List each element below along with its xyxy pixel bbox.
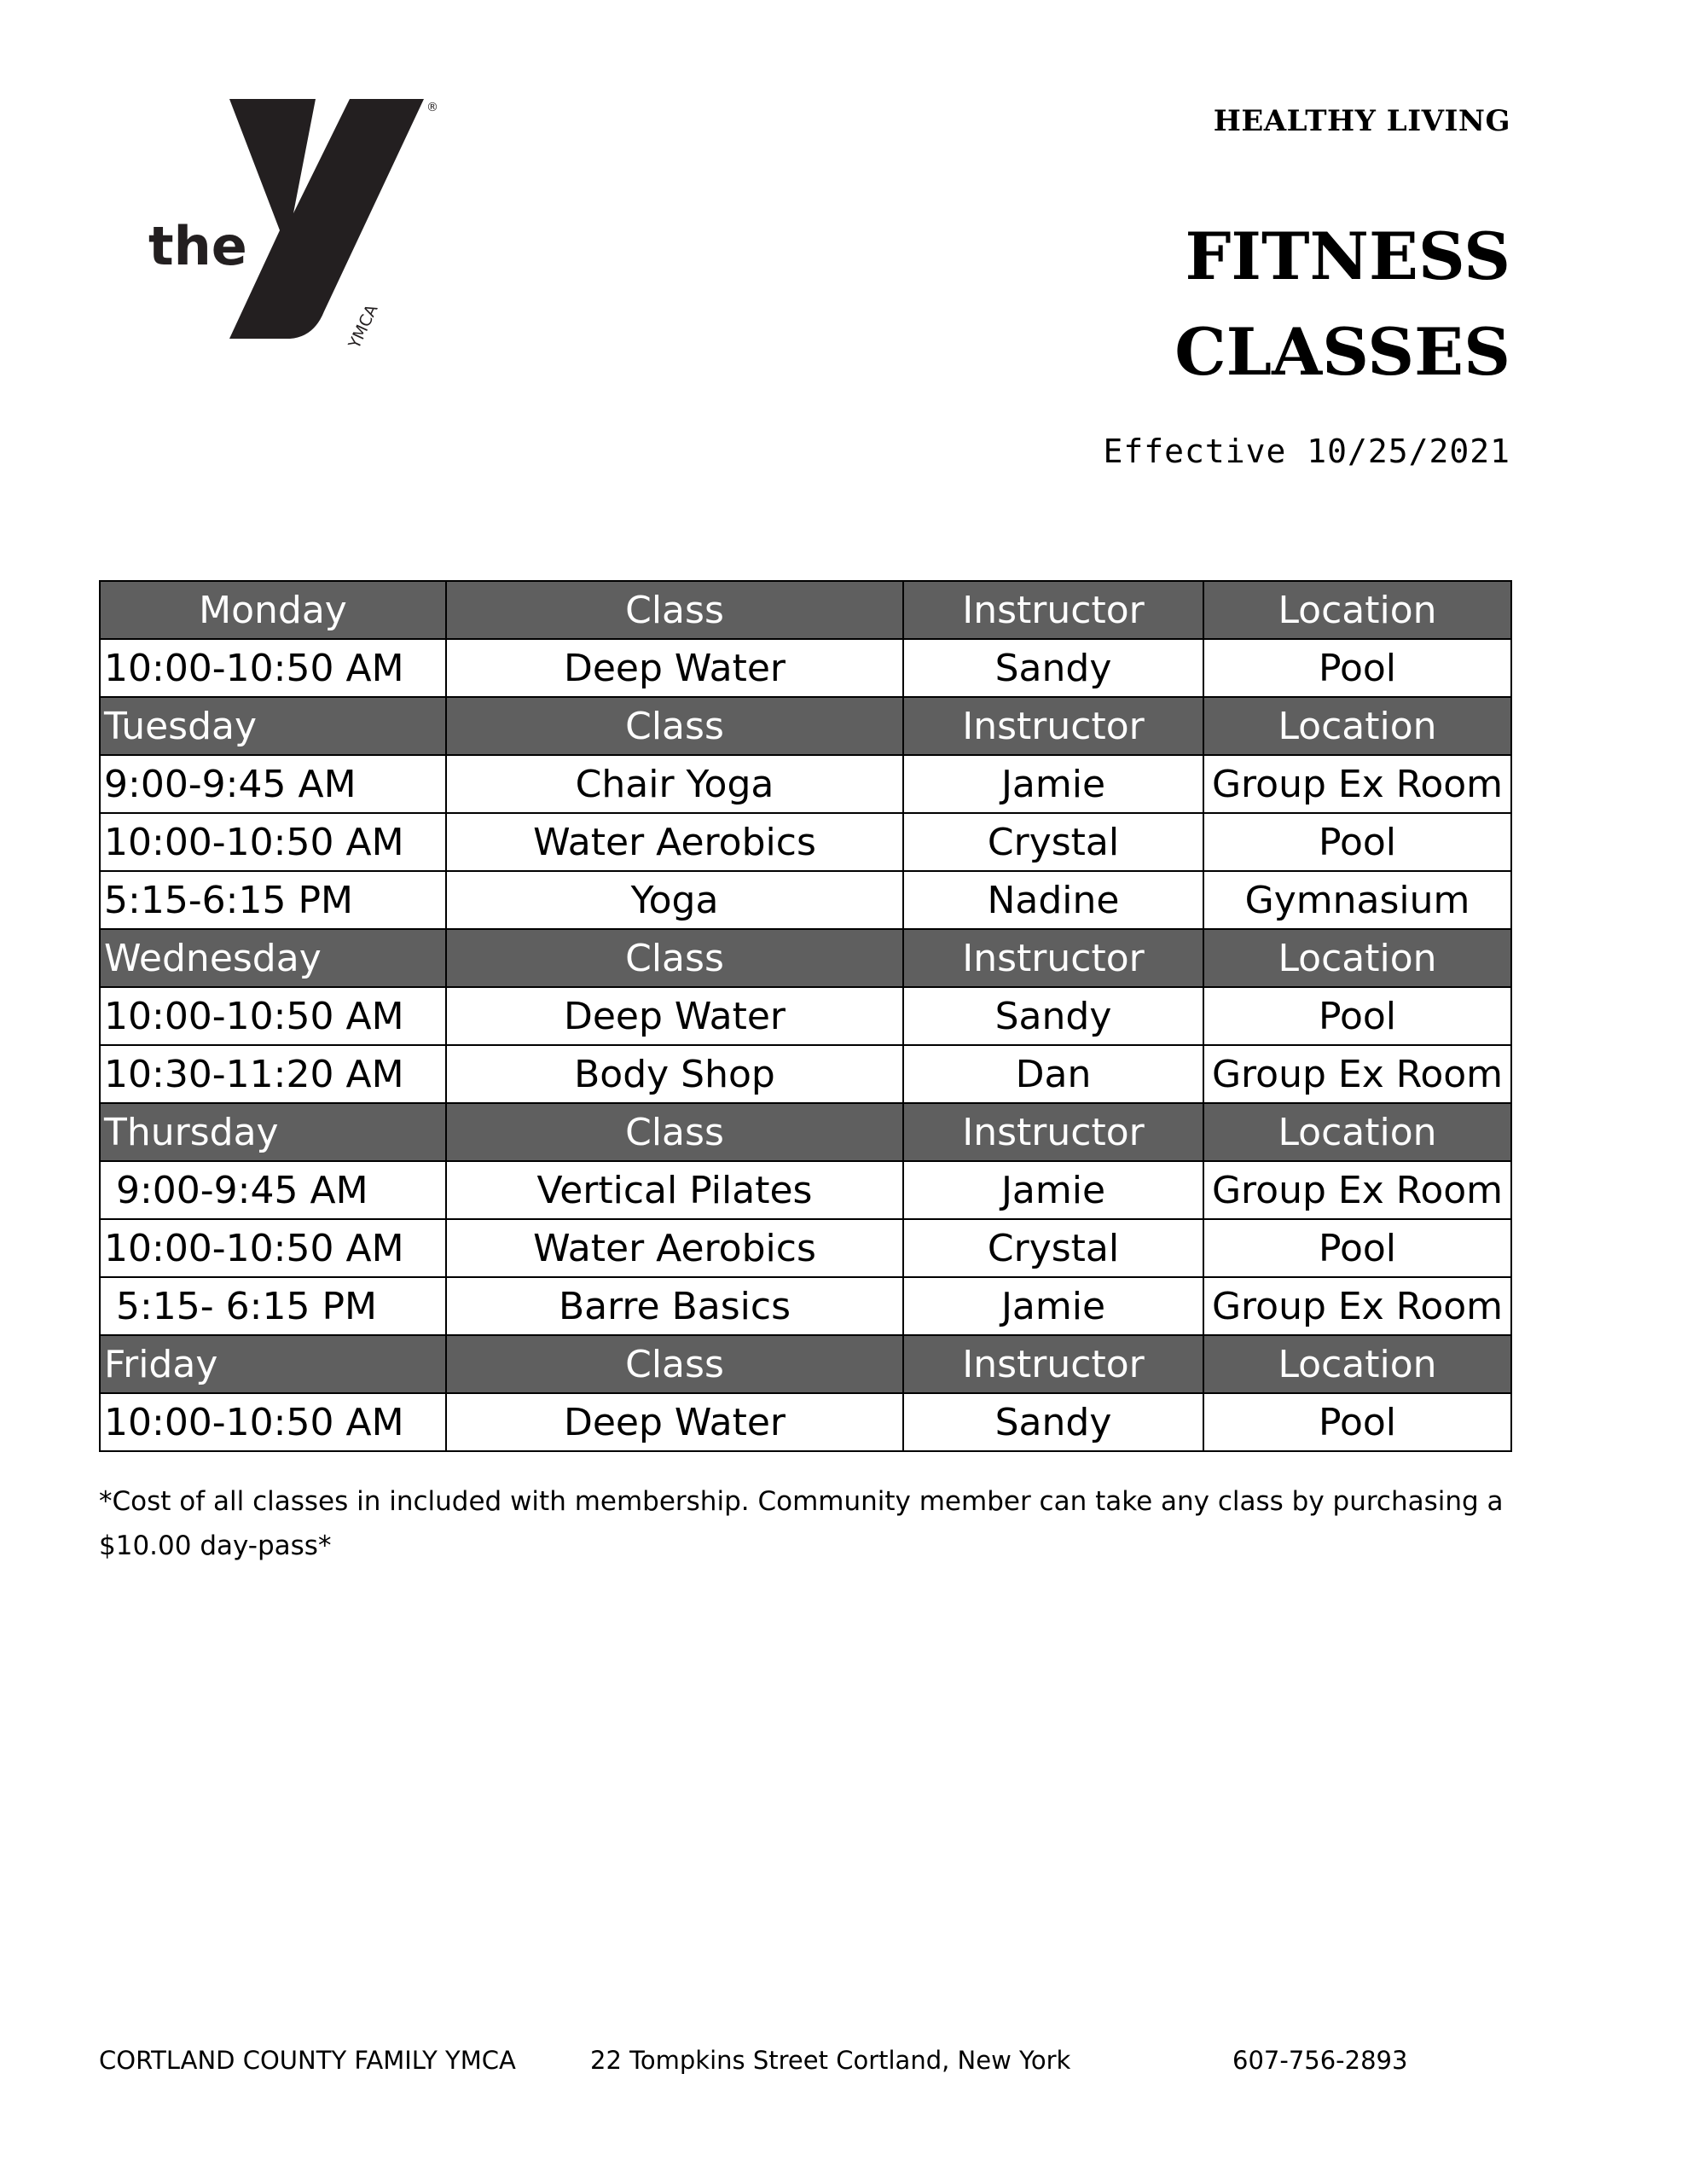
section-label: HEALTHY LIVING: [1213, 104, 1510, 138]
class-name: Deep Water: [446, 987, 903, 1045]
class-time: 10:00-10:50 AM: [100, 639, 446, 697]
class-location: Group Ex Room: [1203, 1045, 1511, 1103]
membership-note: *Cost of all classes in included with membership. Community member can take any class by purchasing a $10.00 day-pass*: [99, 1486, 1504, 1561]
table-row: [100, 1045, 1511, 1103]
class-column-header: Class: [446, 929, 903, 987]
location-column-header: Location: [1203, 929, 1511, 987]
instructor-name: Jamie: [903, 755, 1203, 813]
day-name: Wednesday: [100, 929, 446, 987]
ymca-y-logo-icon: [145, 94, 452, 358]
day-header-monday: [100, 581, 1511, 639]
class-name: Body Shop: [446, 1045, 903, 1103]
class-column-header: Class: [446, 1335, 903, 1393]
instructor-name: Nadine: [903, 871, 1203, 929]
instructor-name: Dan: [903, 1045, 1203, 1103]
table-row: [100, 755, 1511, 813]
location-column-header: Location: [1203, 581, 1511, 639]
class-time: 5:15- 6:15 PM: [100, 1277, 446, 1335]
class-column-header: Class: [446, 581, 903, 639]
table-row: [100, 1393, 1511, 1451]
day-header-wednesday: [100, 929, 1511, 987]
instructor-name: Crystal: [903, 1219, 1203, 1277]
instructor-name: Sandy: [903, 1393, 1203, 1451]
class-name: Barre Basics: [446, 1277, 903, 1335]
class-time: 9:00-9:45 AM: [100, 755, 446, 813]
instructor-name: Sandy: [903, 639, 1203, 697]
title-line-1: FITNESS: [1185, 218, 1510, 294]
class-name: Water Aerobics: [446, 813, 903, 871]
logo-ymca-text: YMCA: [345, 301, 382, 352]
table-row: [100, 1161, 1511, 1219]
schedule-table: [99, 580, 1512, 1452]
class-column-header: Class: [446, 1103, 903, 1161]
class-location: Pool: [1203, 1393, 1511, 1451]
page-title: [1174, 209, 1510, 400]
instructor-name: Crystal: [903, 813, 1203, 871]
class-location: Pool: [1203, 1219, 1511, 1277]
registered-mark: ®: [426, 101, 438, 114]
location-column-header: Location: [1203, 1103, 1511, 1161]
ymca-logo: [145, 94, 452, 358]
table-row: [100, 987, 1511, 1045]
class-time: 5:15-6:15 PM: [100, 871, 446, 929]
instructor-column-header: Instructor: [903, 581, 1203, 639]
class-name: Deep Water: [446, 1393, 903, 1451]
location-column-header: Location: [1203, 697, 1511, 755]
day-header-thursday: [100, 1103, 1511, 1161]
day-header-friday: [100, 1335, 1511, 1393]
class-location: Group Ex Room: [1203, 755, 1511, 813]
class-location: Group Ex Room: [1203, 1161, 1511, 1219]
logo-the-text: the: [148, 215, 247, 277]
day-name: Tuesday: [100, 697, 446, 755]
class-time: 9:00-9:45 AM: [100, 1161, 446, 1219]
class-time: 10:00-10:50 AM: [100, 987, 446, 1045]
class-name: Yoga: [446, 871, 903, 929]
footer-org: CORTLAND COUNTY FAMILY YMCA: [99, 2046, 516, 2075]
class-time: 10:00-10:50 AM: [100, 1219, 446, 1277]
title-line-2: CLASSES: [1174, 314, 1510, 390]
day-name: Thursday: [100, 1103, 446, 1161]
class-name: Deep Water: [446, 639, 903, 697]
day-name: Monday: [100, 581, 446, 639]
table-row: [100, 1219, 1511, 1277]
instructor-name: Sandy: [903, 987, 1203, 1045]
instructor-name: Jamie: [903, 1161, 1203, 1219]
instructor-column-header: Instructor: [903, 1103, 1203, 1161]
table-row: [100, 871, 1511, 929]
instructor-column-header: Instructor: [903, 1335, 1203, 1393]
table-row: [100, 1277, 1511, 1335]
class-name: Water Aerobics: [446, 1219, 903, 1277]
table-row: [100, 639, 1511, 697]
footer-phone: 607-756-2893: [1232, 2046, 1408, 2075]
instructor-column-header: Instructor: [903, 697, 1203, 755]
instructor-name: Jamie: [903, 1277, 1203, 1335]
class-location: Pool: [1203, 987, 1511, 1045]
day-header-tuesday: [100, 697, 1511, 755]
class-time: 10:30-11:20 AM: [100, 1045, 446, 1103]
footer-address: 22 Tompkins Street Cortland, New York: [590, 2046, 1071, 2075]
class-column-header: Class: [446, 697, 903, 755]
day-name: Friday: [100, 1335, 446, 1393]
instructor-column-header: Instructor: [903, 929, 1203, 987]
class-location: Pool: [1203, 639, 1511, 697]
class-location: Gymnasium: [1203, 871, 1511, 929]
effective-date: Effective 10/25/2021: [1103, 433, 1510, 470]
class-name: Vertical Pilates: [446, 1161, 903, 1219]
table-row: [100, 813, 1511, 871]
class-location: Pool: [1203, 813, 1511, 871]
class-name: Chair Yoga: [446, 755, 903, 813]
class-location: Group Ex Room: [1203, 1277, 1511, 1335]
class-time: 10:00-10:50 AM: [100, 1393, 446, 1451]
class-time: 10:00-10:50 AM: [100, 813, 446, 871]
location-column-header: Location: [1203, 1335, 1511, 1393]
